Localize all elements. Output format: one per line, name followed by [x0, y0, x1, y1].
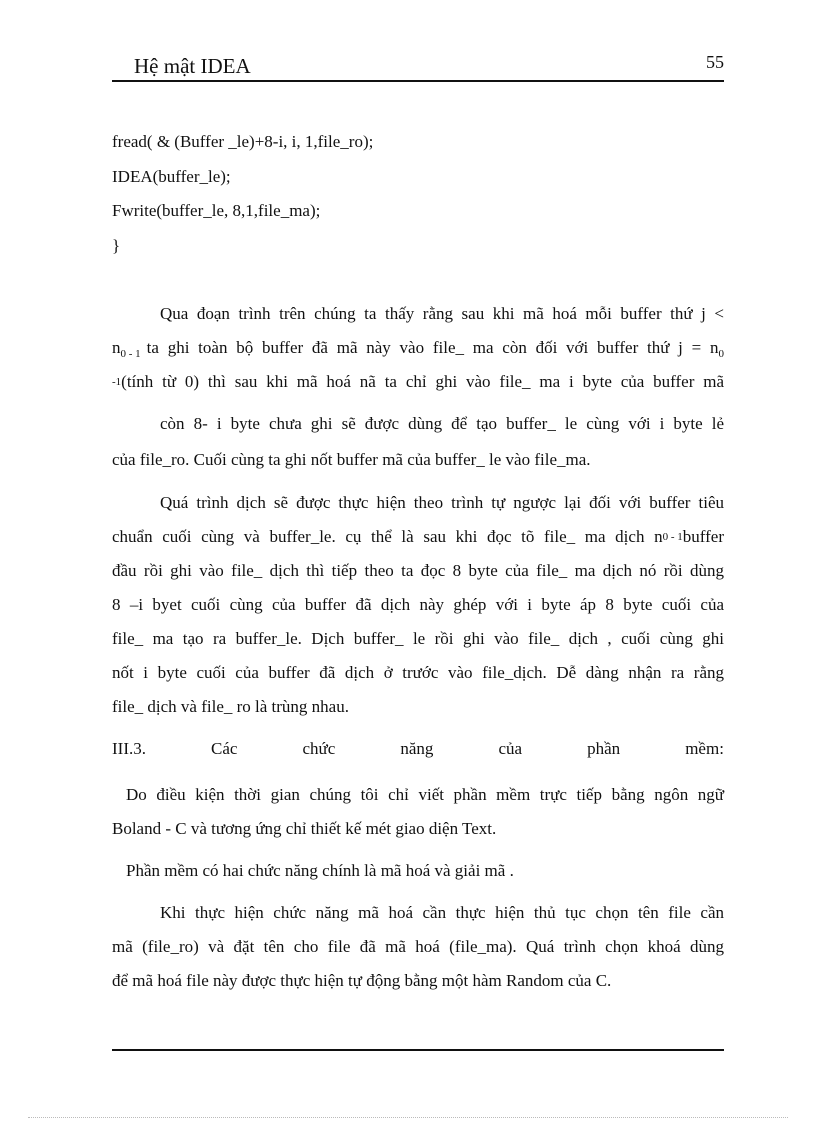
code-line-1: fread( & (Buffer _le)+8-i, i, 1,file_ro); [112, 132, 374, 151]
footer-rule [112, 1049, 724, 1051]
para1-line-4: còn 8- i byte chưa ghi sẽ được dùng để tạo buffer_ le cùng với i byte lẻ [160, 414, 724, 433]
para2-line-4: 8 –i byet cuối cùng của buffer đã dịch này ghép với i byte áp 8 byte cuối của [112, 595, 724, 614]
code-line-2: IDEA(buffer_le); [112, 167, 231, 186]
section-heading [112, 738, 724, 760]
section-word: III.3. [112, 739, 146, 758]
para1-line-2: $n_{0 - 1}$ ta ghi toàn bộ buffer đã mã này vào file_ ma còn đối với buffer thứ $j = n_0$ [112, 338, 724, 360]
para1-line-3: -1 (tính từ 0) thì sau khi mã hoá nã ta chỉ ghi vào file_ ma i byte của buffer mã [112, 372, 724, 391]
para3-line-1: Do điều kiện thời gian chúng tôi chỉ viết phần mềm trực tiếp bằng ngôn ngữ [126, 785, 724, 804]
page-header [112, 52, 724, 82]
para2-line-3: đầu rồi ghi vào file_ dịch thì tiếp theo ta đọc 8 byte của file_ ma dịch nó rồi dùng [112, 561, 724, 580]
para2-line-2: chuẩn cuối cùng và buffer_le. cụ thể là sau khi đọc tõ file_ ma dịch n 0 - 1 buffer [112, 527, 724, 546]
code-line-4: } [112, 236, 121, 255]
para4-line-1: Phần mềm có hai chức năng chính là mã hoá và giải mã . [126, 861, 514, 880]
section-word: mềm: [685, 739, 724, 758]
para5-line-2: mã (file_ro) và đặt tên cho file đã mã hoá (file_ma). Quá trình chọn khoá dùng [112, 937, 724, 956]
para2-line-5: file_ ma tạo ra buffer_le. Dịch buffer_ le rồi ghi vào file_ dịch , cuối cùng ghi [112, 629, 724, 648]
para1-line-1: Qua đoạn trình trên chúng ta thấy rằng sau khi mã hoá mỗi buffer thứ j < [160, 304, 724, 323]
header-title: Hệ mật IDEA [134, 54, 251, 78]
section-word: của [498, 739, 523, 758]
para1-line-5: của file_ro. Cuối cùng ta ghi nốt buffer mã của buffer_ le vào file_ma. [112, 450, 591, 469]
header-rule [112, 80, 724, 82]
section-word: phần [587, 739, 621, 758]
section-word: Các [211, 739, 238, 758]
para5-line-3: để mã hoá file này được thực hiện tự động bằng một hàm Random của C. [112, 971, 612, 990]
page-edge-dotted [28, 1117, 788, 1118]
para2-line-1: Quá trình dịch sẽ được thực hiện theo trình tự ngược lại đối với buffer tiêu [160, 493, 724, 512]
section-word: năng [400, 739, 434, 758]
para3-line-2: Boland - C và tương ứng chỉ thiết kế mét giao diện Text. [112, 819, 497, 838]
para2-line-6: nốt i byte cuối của buffer đã dịch ở trước vào file_dịch. Dễ dàng nhận ra rằng [112, 663, 724, 682]
page-number: 55 [706, 52, 724, 72]
para5-line-1: Khi thực hiện chức năng mã hoá cần thực hiện thủ tục chọn tên file cần [160, 903, 724, 922]
section-word: chức [302, 739, 336, 758]
code-line-3: Fwrite(buffer_le, 8,1,file_ma); [112, 201, 321, 220]
para2-line-7: file_ dịch và file_ ro là trùng nhau. [112, 697, 349, 716]
